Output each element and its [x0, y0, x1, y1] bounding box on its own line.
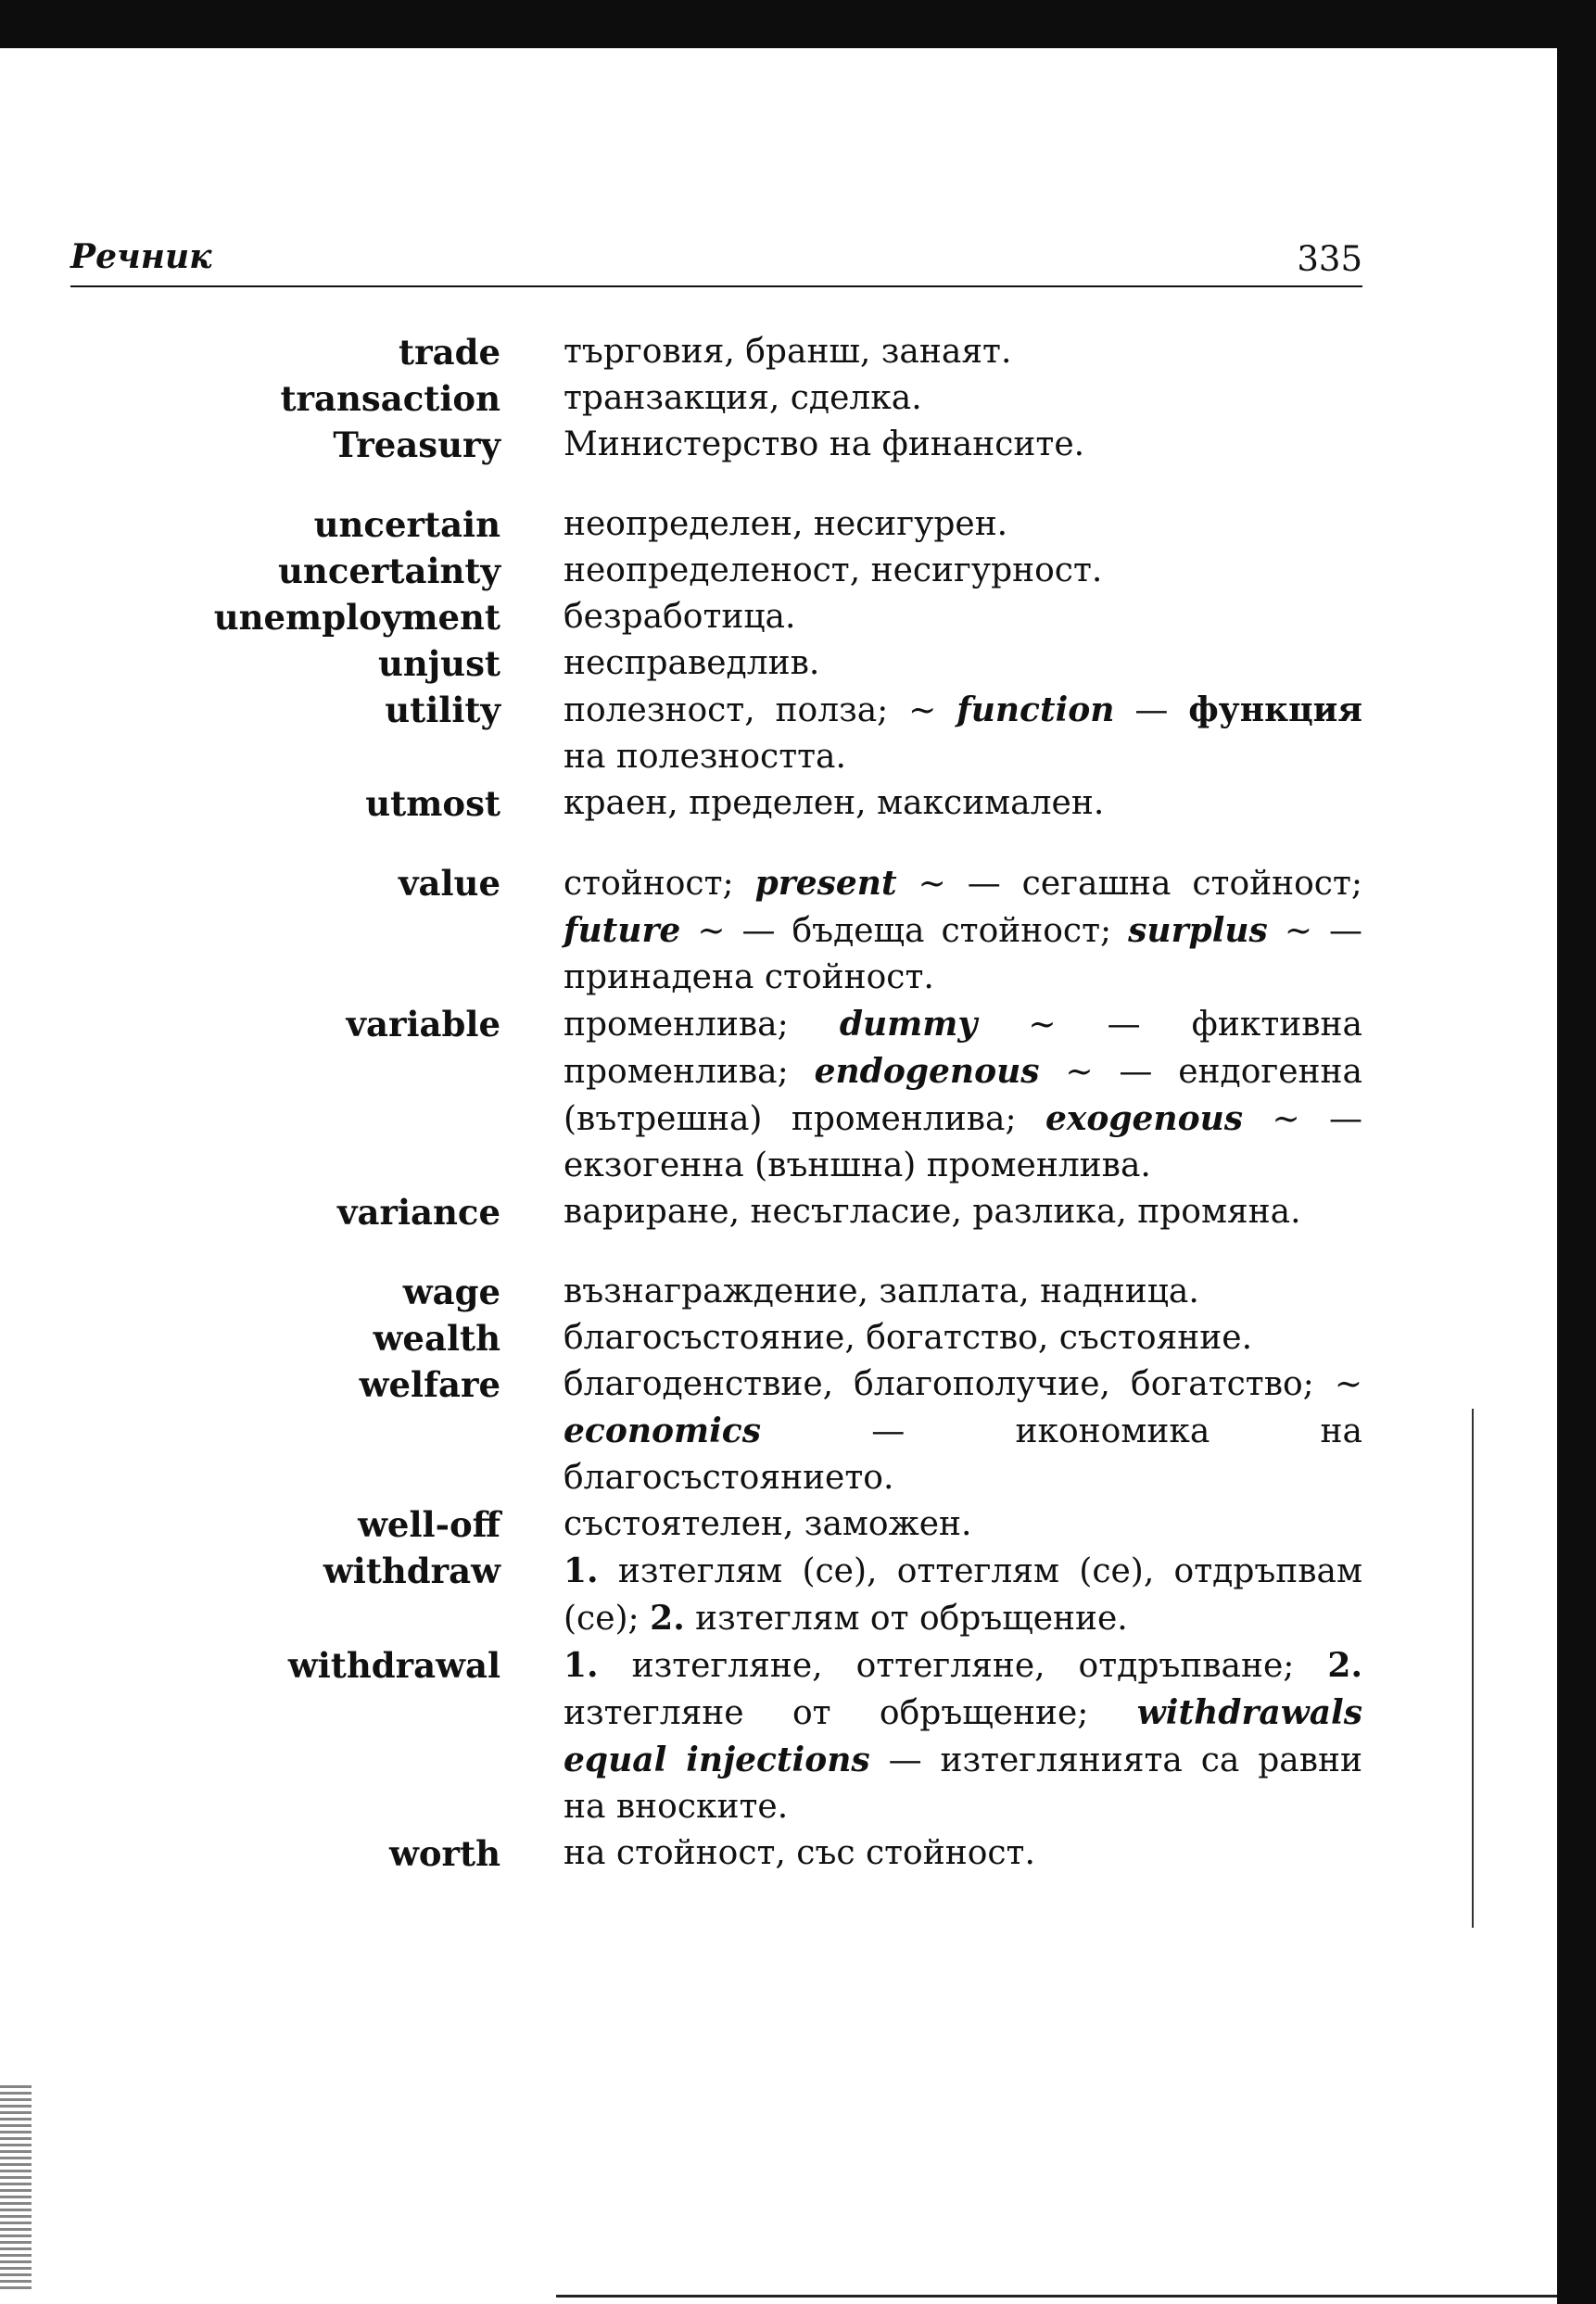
entry-definition [564, 780, 1362, 827]
entry-term: uncertain [313, 504, 500, 545]
definition-text: изтегляне, оттегляне, отдръпване; [598, 1647, 1328, 1685]
entry-term: utmost [365, 783, 500, 824]
entry-definition [564, 1269, 1362, 1315]
definition-term-latin: function [956, 690, 1115, 729]
dictionary-entry [0, 501, 1596, 548]
entry-definition [564, 1189, 1362, 1235]
scan-bottom-line [556, 2295, 1557, 2298]
dictionary-entries [0, 329, 1596, 1877]
entry-definition [564, 640, 1362, 687]
dictionary-entry [0, 375, 1596, 422]
definition-text: безработица. [564, 598, 796, 636]
group-gap [0, 1235, 1596, 1269]
definition-text: възнаграждение, заплата, надница. [564, 1272, 1199, 1310]
definition-text: полезност, полза; ~ [564, 691, 957, 729]
dictionary-entry [0, 640, 1596, 687]
entry-term: transaction [280, 378, 500, 419]
dictionary-entry [0, 1189, 1596, 1235]
entry-definition [564, 1001, 1362, 1189]
definition-term-latin: exogenous [1045, 1099, 1244, 1138]
definition-text: на стойност, със стойност. [564, 1834, 1035, 1872]
definition-bold: 1. [564, 1646, 599, 1685]
entry-definition [564, 548, 1362, 594]
dictionary-entry [0, 687, 1596, 780]
entry-term: worth [388, 1833, 500, 1874]
definition-text: ~ — екзогенна (външна) променлива. [564, 1100, 1362, 1184]
definition-text: на полезността. [564, 738, 846, 776]
dictionary-entry [0, 1642, 1596, 1830]
dictionary-entry [0, 548, 1596, 594]
entry-term: utility [385, 690, 500, 730]
page-number: 335 [1297, 239, 1362, 279]
definition-term-latin: future [564, 911, 681, 950]
definition-text: променлива; [564, 1006, 840, 1044]
entry-term: wealth [373, 1318, 500, 1359]
definition-term-latin: surplus [1128, 911, 1268, 950]
definition-text: състоятелен, заможен. [564, 1505, 972, 1543]
definition-bold: 2. [650, 1599, 685, 1638]
dictionary-entry [0, 1548, 1596, 1642]
entry-term: well-off [358, 1504, 500, 1545]
definition-text: ~ — бъдеща стойност; [680, 912, 1129, 950]
definition-text: неопределен, несигурен. [564, 505, 1008, 543]
definition-text: — [1114, 691, 1189, 729]
running-head [70, 230, 1362, 287]
dictionary-entry [0, 594, 1596, 640]
definition-text: неопределеност, несигурност. [564, 551, 1103, 589]
scan-top-border [0, 0, 1596, 48]
entry-definition [564, 687, 1362, 780]
dictionary-entry [0, 1830, 1596, 1877]
entry-term: value [399, 863, 500, 904]
entry-term: trade [399, 332, 500, 373]
entry-term: withdrawal [287, 1645, 500, 1686]
entry-definition [564, 1830, 1362, 1877]
definition-text: ~ — ендогенна (вътрешна) променлива; [564, 1053, 1362, 1138]
dictionary-entry [0, 1501, 1596, 1548]
entry-definition [564, 501, 1362, 548]
definition-text: вариране, несъгласие, разлика, промяна. [564, 1193, 1301, 1231]
running-head-title: Речник [70, 237, 212, 276]
entry-term: variable [346, 1004, 500, 1044]
definition-text: ~ — фиктивна променлива; [564, 1006, 1362, 1091]
definition-text: търговия, бранш, занаят. [564, 333, 1012, 371]
entry-definition [564, 1642, 1362, 1830]
entry-term: withdraw [323, 1551, 500, 1591]
entry-term: Treasury [333, 424, 500, 465]
entry-definition [564, 860, 1362, 1001]
definition-bold: 2. [1327, 1646, 1362, 1685]
definition-text: Министерство на финансите. [564, 425, 1085, 463]
entry-definition [564, 1548, 1362, 1642]
entry-definition [564, 1315, 1362, 1361]
dictionary-entry [0, 422, 1596, 468]
dictionary-entry [0, 1269, 1596, 1315]
dictionary-entry [0, 860, 1596, 1001]
dictionary-entry [0, 1315, 1596, 1361]
definition-text: стойност; [564, 865, 755, 903]
dictionary-entry [0, 1001, 1596, 1189]
entry-definition [564, 375, 1362, 422]
definition-text: ~ — принадена стойност. [564, 912, 1362, 996]
definition-text: — изтеглянията са равни на вноските. [564, 1741, 1362, 1826]
scan-left-smudge [0, 2085, 32, 2289]
entry-definition [564, 1361, 1362, 1501]
definition-term-latin: economics [564, 1412, 761, 1450]
definition-text: краен, пределен, максимален. [564, 784, 1105, 822]
entry-term: unjust [377, 643, 500, 684]
entry-definition [564, 329, 1362, 375]
definition-text: — икономика на благосъстоянието. [564, 1412, 1362, 1497]
definition-text: изтеглям от обръщение. [684, 1600, 1128, 1638]
entry-term: uncertainty [278, 551, 500, 591]
definition-text: транзакция, сделка. [564, 379, 922, 417]
group-gap [0, 468, 1596, 501]
definition-text: изтегляне от обръщение; [564, 1694, 1137, 1732]
entry-definition [564, 422, 1362, 468]
dictionary-entry [0, 780, 1596, 827]
entry-term: welfare [359, 1364, 500, 1405]
entry-term: wage [402, 1272, 500, 1312]
entry-term: unemployment [213, 597, 500, 638]
definition-bold: функция [1188, 690, 1362, 729]
entry-definition [564, 1501, 1362, 1548]
group-gap [0, 827, 1596, 860]
dictionary-entry [0, 329, 1596, 375]
entry-term: variance [337, 1192, 500, 1233]
definition-term-latin: dummy [839, 1005, 978, 1044]
definition-term-latin: withdrawals equal injections [564, 1693, 1362, 1779]
definition-text: изтеглям (се), оттеглям (се), отдръпвам (се); [564, 1552, 1362, 1638]
definition-bold: 1. [564, 1551, 599, 1590]
definition-text: благосъстояние, богатство, състояние. [564, 1319, 1253, 1357]
definition-term-latin: endogenous [814, 1052, 1040, 1091]
entry-definition [564, 594, 1362, 640]
definition-term-latin: present [754, 864, 897, 903]
definition-text: несправедлив. [564, 644, 820, 682]
definition-text: благоденствие, благополучие, богатство; ~ [564, 1365, 1362, 1403]
definition-text: ~ — сегашна стойност; [896, 865, 1362, 903]
dictionary-entry [0, 1361, 1596, 1501]
